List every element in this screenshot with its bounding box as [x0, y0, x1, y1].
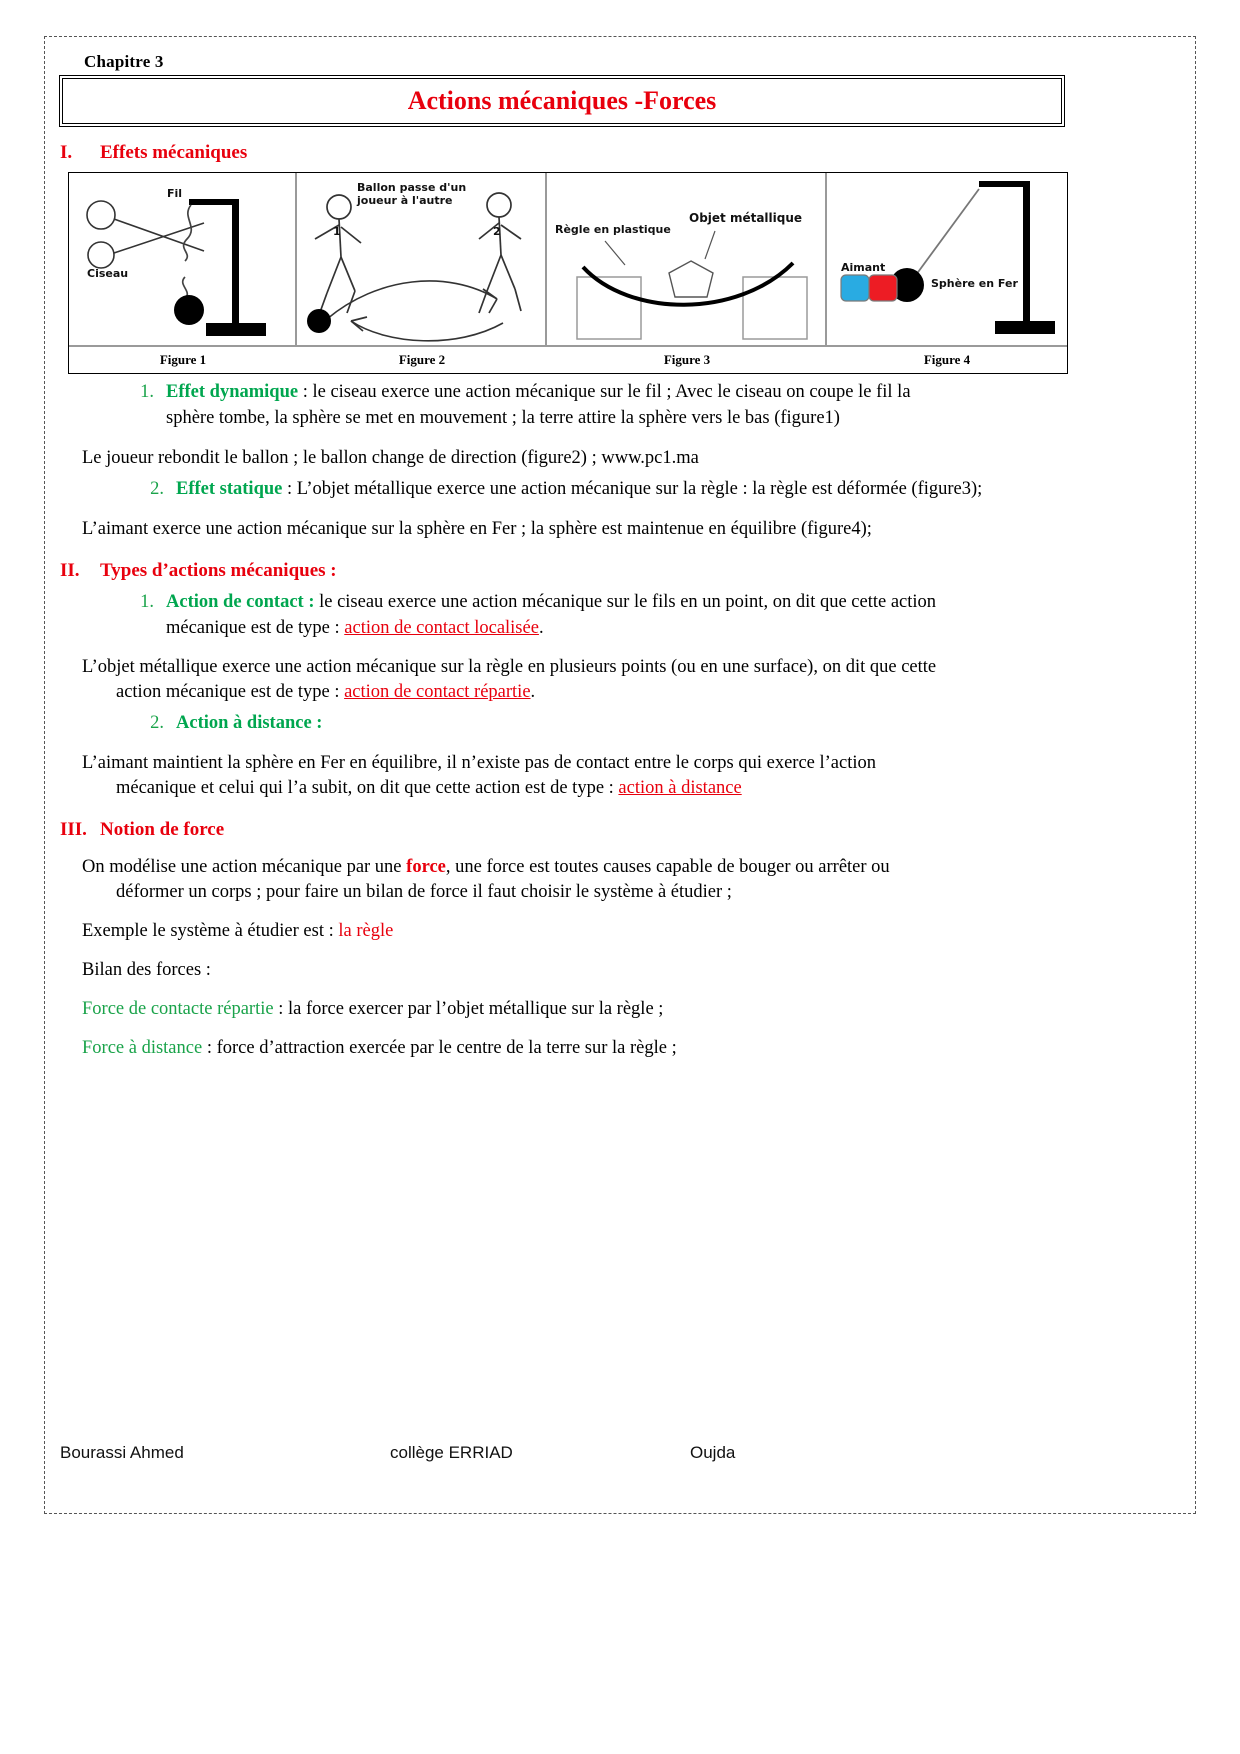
- figure-captions-row: [69, 345, 1067, 373]
- list-item-action-distance: [148, 711, 1080, 737]
- figures-row: [69, 173, 1067, 345]
- term-effet-statique: Effet statique: [176, 478, 283, 499]
- force-repartie-rest: : la force exercer par l’objet métallique sur la règle ;: [273, 999, 664, 1020]
- figure-caption-4: Figure 4: [923, 352, 971, 367]
- figure-label-fil: Fil: [167, 187, 183, 200]
- figure-3-drawing: [547, 173, 827, 345]
- section-heading-3: [60, 819, 1080, 841]
- aimant2-line2-pre: mécanique et celui qui l’a subit, on dit que cette action est de type :: [116, 778, 619, 799]
- exemple-pre: Exemple le système à étudier est :: [82, 921, 339, 942]
- list-item-body: [166, 380, 911, 432]
- section-heading-2: [60, 560, 1080, 582]
- section-3-title: Notion de force: [100, 819, 225, 841]
- figure-caption-2: Figure 2: [398, 352, 446, 367]
- figure-label-ballon: Ballon passe d'un joueur à l'autre: [357, 181, 467, 207]
- action-contact-line1: le ciseau exerce une action mécanique sur le fils en un point, on dit que cette action: [314, 591, 937, 612]
- list-marker: 2.: [150, 478, 164, 499]
- section-2-title: Types d’actions mécaniques :: [100, 559, 337, 581]
- list-marker: 2.: [150, 713, 164, 734]
- paragraph-aimant-1: L’aimant exerce une action mécanique sur la sphère en Fer ; la sphère est maintenue en équilibre (figure4);: [82, 518, 872, 539]
- list-item-effet-dynamique: [138, 380, 1080, 432]
- footer-city: Oujda: [690, 1443, 736, 1462]
- effet-dynamique-line1: : le ciseau exerce une action mécanique sur le fil ; Avec le ciseau on coupe le fil la: [298, 382, 911, 402]
- paragraph-aimant-2: [82, 751, 1080, 801]
- figure-caption-3: Figure 3: [663, 352, 711, 367]
- term-action-de-contact: Action de contact :: [166, 591, 315, 612]
- figure-label-player-2: 2: [493, 225, 501, 238]
- action-contact-line2-pre: mécanique est de type :: [166, 617, 345, 638]
- page-footer: [60, 1443, 1070, 1463]
- list-marker: 1.: [140, 382, 154, 402]
- aimant2-line1: L’aimant maintient la sphère en Fer en équilibre, il n’existe pas de contact entre le corps qui exerce l’action: [82, 753, 876, 774]
- figure-label-aimant: Aimant: [841, 261, 886, 274]
- paragraph-notion-force: [82, 855, 1080, 905]
- figure-label-regle: Règle en plastique: [555, 223, 671, 236]
- link-action-de-contact-localisee: action de contact localisée: [344, 617, 539, 638]
- objet-line2-pre: action mécanique est de type :: [116, 682, 345, 703]
- document-content: [60, 52, 1080, 1061]
- paragraph-force-distance: [82, 1036, 1080, 1061]
- figure-caption-1: Figure 1: [159, 352, 207, 367]
- link-action-de-contact-repartie: action de contact répartie: [344, 682, 531, 703]
- effet-statique-text: : L’objet métallique exerce une action mécanique sur la règle : la règle est déformée (figure3);: [282, 478, 983, 499]
- figure-4-drawing: [827, 173, 1067, 345]
- section-1-title: Effets mécaniques: [100, 142, 248, 163]
- page-title: Actions mécaniques -Forces: [407, 86, 717, 115]
- objet-line1: L’objet métallique exerce une action mécanique sur la règle en plusieurs points (ou en une surface), on dit que cette: [82, 657, 937, 678]
- section-2-numeral: II.: [60, 559, 80, 581]
- document-title-box: [62, 78, 1062, 124]
- objet-line2-post: .: [530, 682, 536, 703]
- figure-label-sphere: Sphère en Fer: [931, 277, 1018, 290]
- list-item-body: [166, 590, 936, 642]
- list-item-action-contact: [138, 590, 1080, 642]
- section-1-numeral: I.: [60, 142, 73, 163]
- figure-1-cell: [69, 173, 297, 345]
- figure-1-drawing: [69, 173, 297, 345]
- term-force-contacte-repartie: Force de contacte répartie: [82, 999, 274, 1020]
- link-action-a-distance: action à distance: [618, 778, 742, 799]
- notion-force-pre: On modélise une action mécanique par une: [82, 857, 407, 878]
- figure-4-cell: [827, 173, 1067, 345]
- paragraph-objet-metallique: [82, 655, 1080, 705]
- list-marker: 1.: [140, 591, 154, 612]
- term-effet-dynamique: Effet dynamique: [166, 382, 299, 402]
- force-distance-rest: : force d’attraction exercée par le centre de la terre sur la règle ;: [202, 1038, 677, 1058]
- notion-force-post: , une force est toutes causes capable de bouger ou arrêter ou: [445, 857, 890, 878]
- section-heading-1: [60, 142, 1080, 164]
- paragraph-force-repartie: [82, 997, 1080, 1022]
- chapter-label: Chapitre 3: [84, 52, 164, 71]
- paragraph-joueur: Le joueur rebondit le ballon ; le ballon change de direction (figure2) ; www.pc1.ma: [82, 447, 699, 468]
- term-force-a-distance: Force à distance: [82, 1038, 203, 1058]
- list-item-effet-statique: [148, 477, 1080, 503]
- exemple-systeme: la règle: [338, 921, 394, 942]
- figure-label-player-1: 1: [333, 225, 341, 238]
- term-action-a-distance: Action à distance :: [176, 713, 323, 734]
- effet-dynamique-line2: sphère tombe, la sphère se met en mouvement ; la terre attire la sphère vers le bas (figure1): [166, 407, 840, 428]
- figure-3-cell: [547, 173, 827, 345]
- footer-author: Bourassi Ahmed: [60, 1443, 184, 1462]
- figure-2-cell: [297, 173, 547, 345]
- figures-panel: [68, 172, 1068, 374]
- notion-force-line2: déformer un corps ; pour faire un bilan de force il faut choisir le système à étudier ;: [116, 882, 732, 903]
- list-item-body: [176, 477, 982, 503]
- figure-label-objet: Objet métallique: [689, 211, 803, 225]
- footer-school: collège ERRIAD: [390, 1443, 513, 1462]
- paragraph-exemple: [82, 919, 1080, 944]
- action-contact-line2-post: .: [538, 617, 544, 638]
- section-3-numeral: III.: [60, 819, 87, 841]
- figure-label-ciseau: Ciseau: [87, 267, 129, 280]
- term-force: force: [406, 857, 446, 878]
- paragraph-bilan: Bilan des forces :: [82, 960, 211, 981]
